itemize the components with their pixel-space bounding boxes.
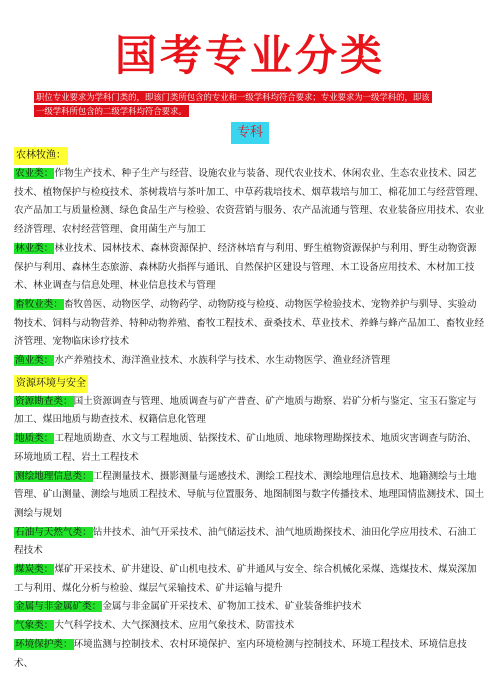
major-class-tag: 资源勘查类：: [15, 395, 73, 407]
major-class-tag: 测绘地理信息类：: [15, 470, 92, 482]
major-entry: [14, 430, 486, 467]
major-class-tag: 气象类：: [15, 620, 54, 632]
major-entry: [14, 468, 486, 524]
major-class-tag: 石油与天然气类：: [15, 526, 92, 538]
major-entry: [14, 636, 486, 673]
major-class-tag: 渔业类：: [15, 355, 54, 367]
intro-line: 一级学科所包含的二级学科均符合要求。: [36, 106, 187, 116]
major-entry: [14, 352, 486, 371]
major-entry: [14, 165, 486, 240]
page-title: 国考专业分类: [114, 31, 385, 80]
major-list: 工程地质勘查、水文与工程地质、钻探技术、矿山地质、地球物理勘探技术、地质灾害调查与防治、环境地质工程、岩土工程技术: [14, 433, 477, 463]
major-class-tag: 地质类：: [15, 433, 54, 445]
major-list: 国土资源调查与管理、地质调查与矿产普查、矿产地质与勘察、岩矿分析与鉴定、宝玉石鉴定与加工、煤田地质与勘查技术、权籍信息化管理: [14, 395, 477, 426]
major-list: 钻井技术、油气开采技术、油气储运技术、油气地质勘探技术、油田化学应用技术、石油工程技术: [14, 526, 477, 557]
category-text: 资源环境与安全: [14, 375, 88, 393]
section-heading-row: [14, 121, 486, 143]
major-list: 作物生产技术、种子生产与经营、设施农业与装备、现代农业技术、休闲农业、生态农业技术、园艺技术、植物保护与检疫技术、茶树栽培与茶叶加工、中草药栽培技术、烟草栽培与加工、棉花加工与经营管理、农产品加工与质量检测、绿色食品生产与检验、农资营销与服务、农产品流通与管理、农业装备应用技术、农业经济管理、农村经营管理、食用菌生产与加工: [14, 168, 485, 236]
major-entry: [14, 393, 486, 430]
major-entry: [14, 561, 486, 598]
major-entry: [14, 598, 486, 617]
major-list: 畜牧兽医、动物医学、动物药学、动物防疫与检疫、动物医学检验技术、宠物养护与驯导、实验动物技术、饲料与动物营养、特种动物养殖、畜牧工程技术、蚕桑技术、草业技术、养蜂与蜂产品加工、畜牧业经济管理、宠物临床诊疗技术: [14, 298, 485, 348]
major-list: 林业技术、园林技术、森林资源保护、经济林培育与利用、野生植物资源保护与利用、野生动物资源保护与利用、森林生态旅游、森林防火指挥与通讯、自然保护区建设与管理、木工设备应用技术、木材加工技术、林业调查与信息处理、林业信息技术与管理: [14, 242, 477, 292]
intro-line: 职位专业要求为学科门类的，即该门类所包含的专业和一级学科均符合要求；专业要求为一级学科的，即该: [36, 92, 430, 102]
major-entry: [14, 240, 486, 296]
section-heading: 专科: [231, 122, 269, 144]
major-list: 环境监测与控制技术、农村环境保护、室内环境检测与控制技术、环境工程技术、环境信息技术、: [14, 638, 467, 669]
major-class-tag: 农业类：: [15, 168, 54, 179]
major-list: 大气科学技术、大气探测技术、应用气象技术、防雷技术: [54, 620, 295, 632]
category-text: 农林牧渔：: [14, 147, 68, 165]
major-entry: [14, 296, 486, 352]
major-list: 工程测量技术、摄影测量与遥感技术、测绘工程技术、测绘地理信息技术、地籍测绘与土地管理、矿山测量、测绘与地质工程技术、导航与位置服务、地图制图与数字传播技术、地理国情监测技术、国土测绘与规划: [14, 470, 485, 519]
major-list: 水产养殖技术、海洋渔业技术、水族科学与技术、水生动物医学、渔业经济管理: [54, 355, 391, 367]
major-list: 金属与非金属矿开采技术、矿物加工技术、矿业装备维护技术: [102, 601, 362, 613]
major-class-tag: 林业类：: [15, 242, 54, 254]
major-class-tag: 煤炭类：: [15, 564, 54, 576]
major-entry: [14, 617, 486, 636]
major-class-tag: 环境保护类：: [15, 638, 73, 650]
category-label: [14, 371, 486, 393]
major-groups: [14, 143, 486, 673]
major-entry: [14, 524, 486, 561]
major-class-tag: 畜牧业类：: [15, 298, 63, 310]
category-label: [14, 143, 486, 165]
major-class-tag: 金属与非金属矿类：: [15, 601, 102, 613]
major-list: 煤矿开采技术、矿井建设、矿山机电技术、矿井通风与安全、综合机械化采煤、选煤技术、煤炭深加工与利用、煤化分析与检验、煤层气采输技术、矿井运输与提升: [14, 564, 477, 594]
intro-note: [14, 90, 486, 118]
